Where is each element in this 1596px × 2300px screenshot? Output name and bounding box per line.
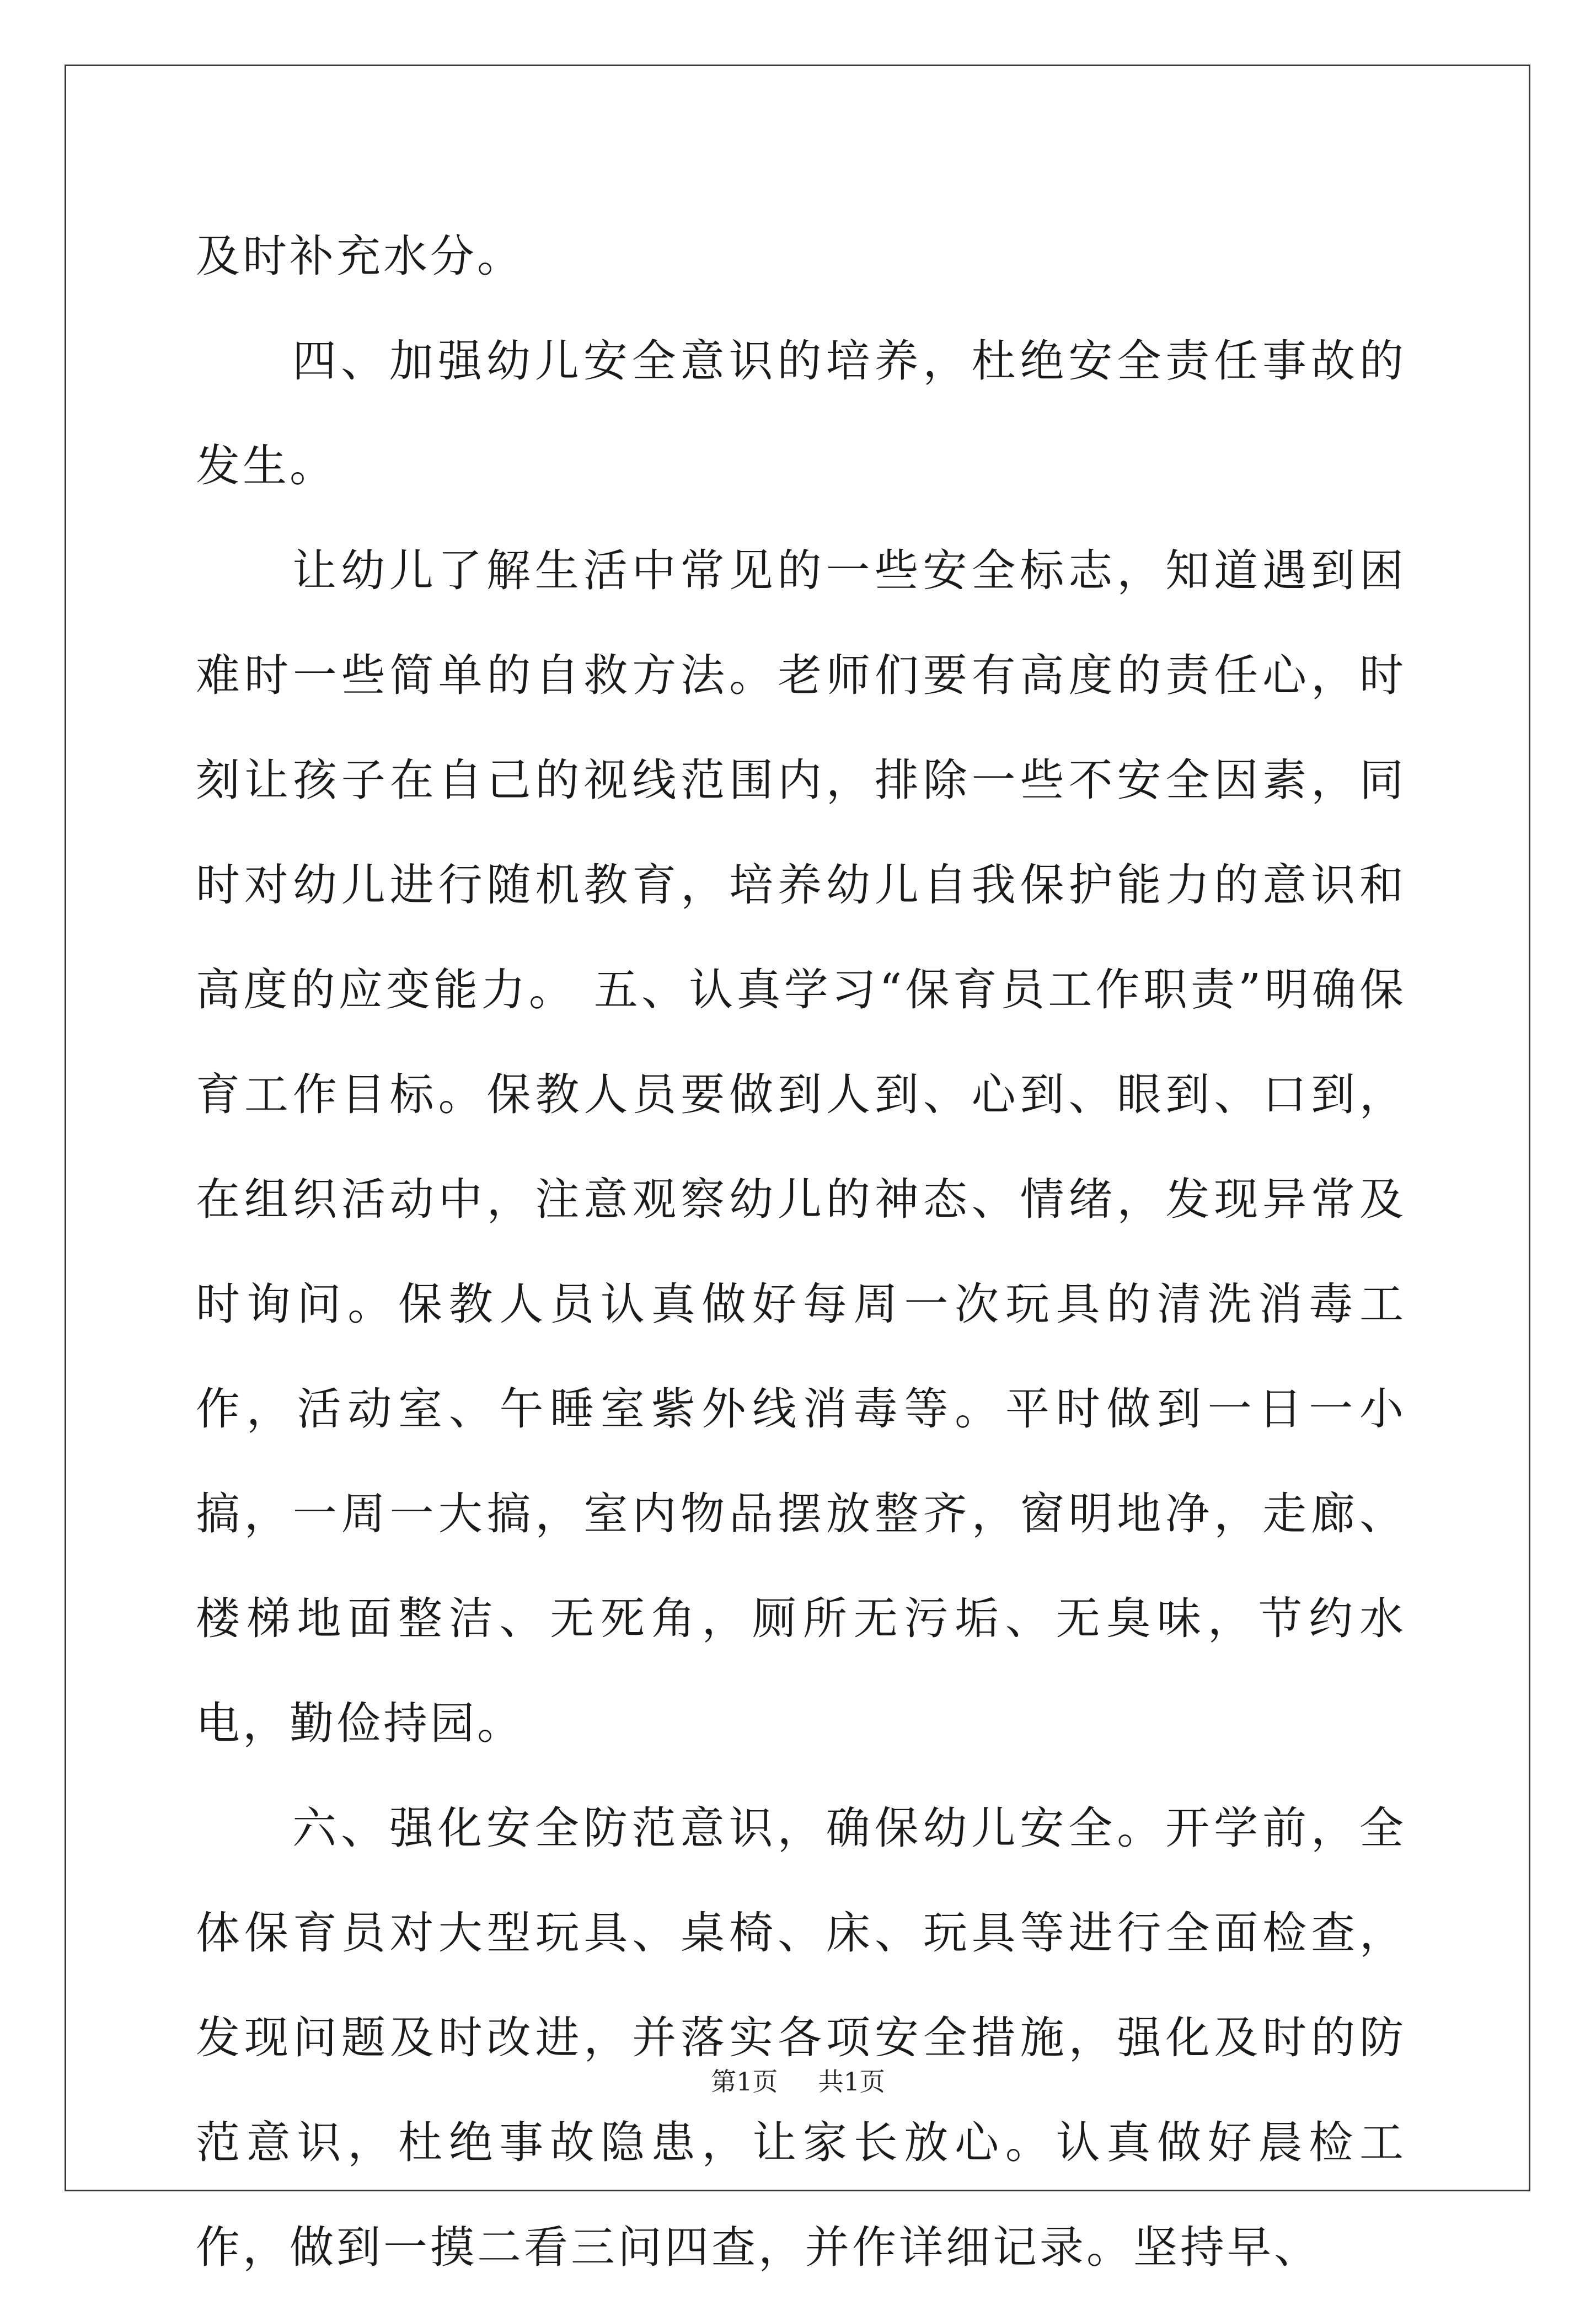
page-footer (0, 2062, 1596, 2098)
paragraph-4: 六、强化安全防范意识，确保幼儿安全。开学前，全体保育员对大型玩具、桌椅、床、玩具等进行全面检查，发现问题及时改进，并落实各项安全措施，强化及时的防范意识，杜绝事故隐患，让家长放心。认真做好晨检工作，做到一摸二看三问四查，并作详细记录。坚持早、 (196, 1802, 1406, 2273)
document-body (196, 204, 1406, 2300)
paragraph-3: 让幼儿了解生活中常见的一些安全标志，知道遇到困难时一些简单的自救方法。老师们要有高度的责任心，时刻让孩子在自己的视线范围内，排除一些不安全因素，同时对幼儿进行随机教育，培养幼儿自我保护能力的意识和高度的应变能力。 五、认真学习“保育员工作职责”明确保育工作目标。保教人员要做到人到、心到、眼到、口到，在组织活动中，注意观察幼儿的神态、情绪，发现异常及时询问。保教人员认真做好每周一次玩具的清洗消毒工作，活动室、午睡室紫外线消毒等。平时做到一日一小搞，一周一大搞，室内物品摆放整齐，窗明地净，走廊、楼梯地面整洁、无死角，厕所无污垢、无臭味，节约水电，勤俭持园。 (196, 545, 1406, 1749)
paragraph-1: 及时补充水分。 (196, 231, 524, 282)
page-number: 第1页 (711, 2067, 778, 2096)
paragraph-2: 四、加强幼儿安全意识的培养，杜绝安全责任事故的发生。 (196, 335, 1406, 491)
page-total: 共1页 (818, 2067, 885, 2096)
